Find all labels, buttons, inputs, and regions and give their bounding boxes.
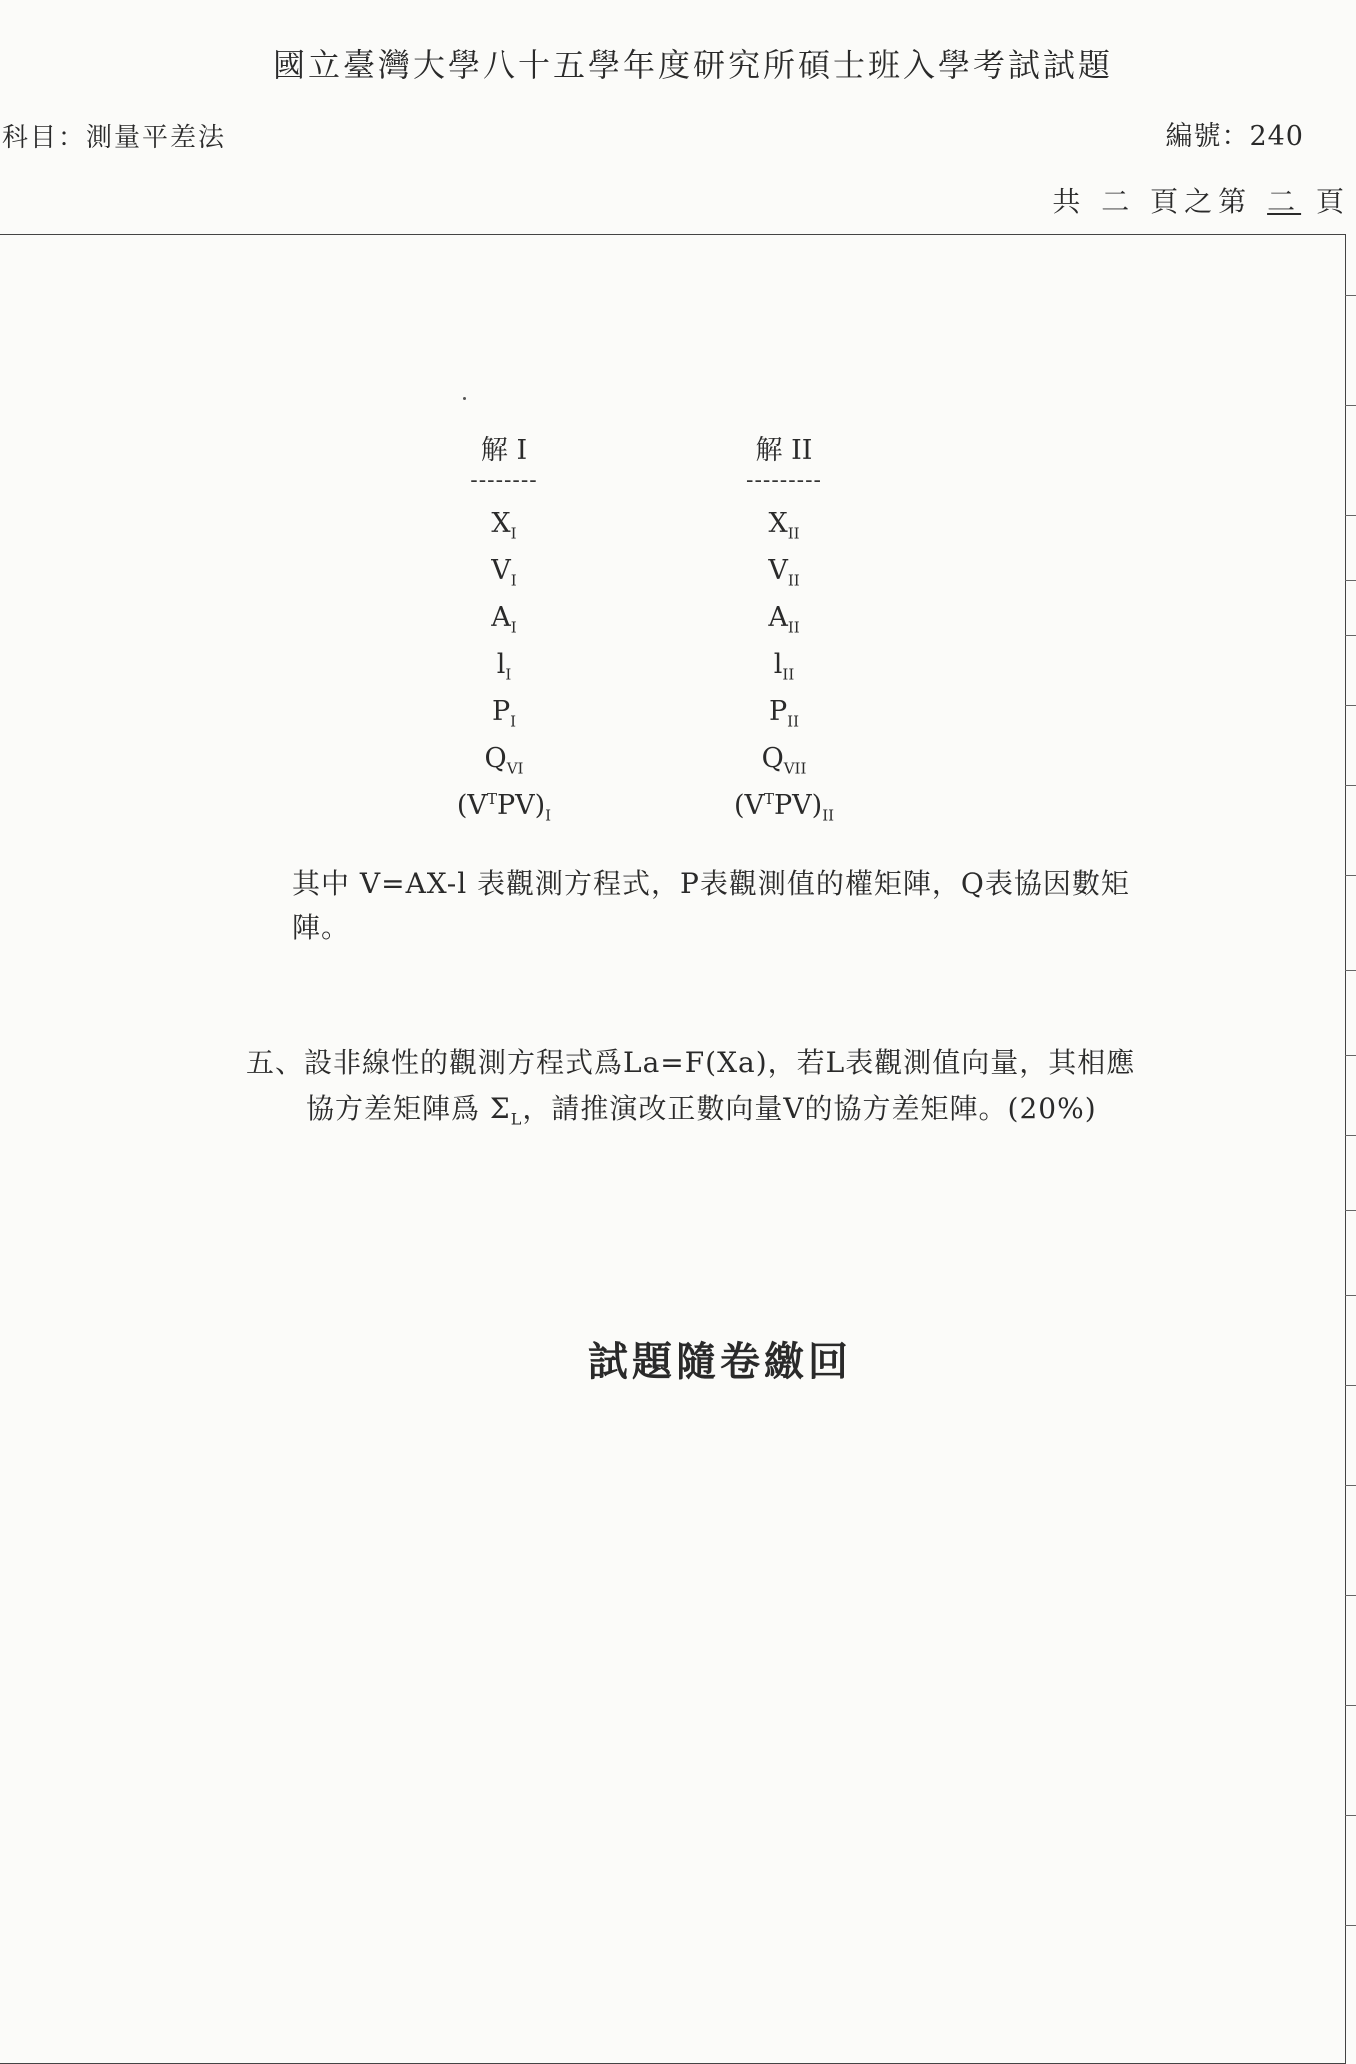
solution-heading: 解 II	[755, 435, 813, 466]
solution-item: $Q_{VII}$	[761, 743, 807, 778]
solution-item: $l_{II}$	[773, 649, 795, 684]
note-paragraph	[292, 862, 1212, 950]
margin-tick	[1345, 1815, 1356, 1816]
subject-label: 科目：測量平差法	[2, 123, 227, 153]
solution-item: $P_{II}$	[768, 696, 800, 731]
solution-item: $A_I$	[491, 602, 517, 637]
pages-prefix: 共 二 頁之第	[1052, 185, 1268, 218]
solution-item: $(V^TPV)_{II}$	[733, 790, 835, 825]
solution-item: $Q_{VI}$	[484, 743, 524, 778]
margin-tick	[1345, 635, 1356, 636]
solution-item: $V_{II}$	[768, 555, 800, 590]
margin-tick	[1345, 1705, 1356, 1706]
heading-rule: --------	[470, 468, 538, 493]
speck	[463, 397, 466, 400]
exam-code: 編號：240	[1165, 121, 1304, 152]
solution-item: $l_I$	[496, 649, 512, 684]
exam-title: 國立臺灣大學八十五學年度研究所碩士班入學考試試題	[272, 46, 1113, 84]
heading-rule: ---------	[746, 468, 822, 493]
margin-tick	[1345, 1295, 1356, 1296]
margin-tick	[1345, 1210, 1356, 1211]
page-indicator	[1052, 180, 1350, 220]
margin-tick	[1345, 580, 1356, 581]
note-line-1: 其中 V=AX-l 表觀測方程式，P表觀測值的權矩陣，Q表協因數矩	[292, 867, 1130, 900]
question-5	[246, 1040, 1206, 1143]
margin-tick	[1345, 970, 1356, 971]
solution-heading: 解 I	[480, 435, 528, 466]
solution-item: $X_{II}$	[768, 508, 800, 543]
solution-item: $(V^TPV)_I$	[456, 790, 552, 825]
solution-column-2	[684, 428, 884, 837]
page-frame	[0, 234, 1346, 2064]
margin-tick	[1345, 1485, 1356, 1486]
solution-item: $V_I$	[491, 555, 517, 590]
solution-item: $P_I$	[491, 696, 517, 731]
margin-tick	[1345, 875, 1356, 876]
margin-tick	[1345, 515, 1356, 516]
margin-tick	[1345, 1055, 1356, 1056]
pages-current: 二	[1267, 185, 1302, 218]
return-notice: 試題隨卷繳回	[588, 1338, 852, 1385]
margin-tick	[1345, 1135, 1356, 1136]
margin-tick	[1345, 295, 1356, 296]
solution-column-1	[404, 428, 604, 837]
margin-tick	[1345, 705, 1356, 706]
question-5-line-1: 五、設非線性的觀測方程式爲La=F(Xa)，若L表觀測值向量，其相應	[246, 1046, 1136, 1079]
margin-tick	[1345, 1925, 1356, 1926]
margin-tick	[1345, 785, 1356, 786]
question-5-line-2: 協方差矩陣爲 $\Sigma_L$，請推演改正數向量V的協方差矩陣。(20%)	[306, 1092, 1097, 1129]
solution-item: $A_{II}$	[768, 602, 800, 637]
margin-tick	[1345, 1595, 1356, 1596]
pages-suffix: 頁	[1301, 185, 1350, 218]
note-line-2: 陣。	[292, 911, 351, 944]
solution-item: $X_I$	[491, 508, 517, 543]
margin-tick	[1345, 405, 1356, 406]
